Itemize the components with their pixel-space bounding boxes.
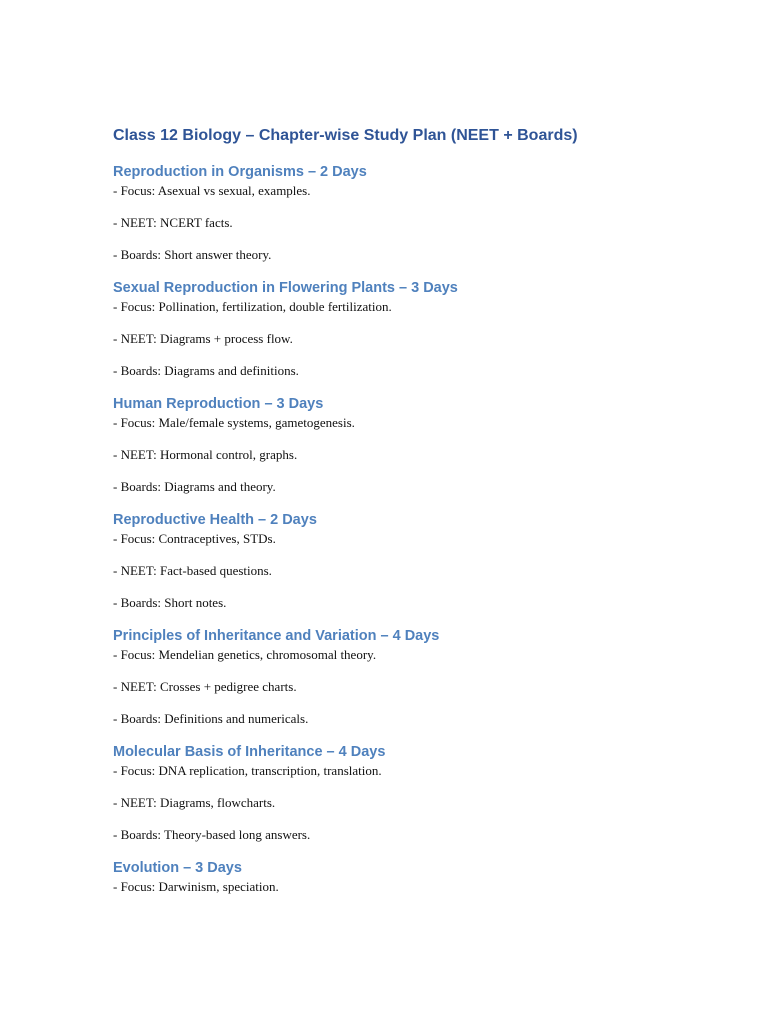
section-heading: Molecular Basis of Inheritance – 4 Days [113,744,386,760]
section-heading: Sexual Reproduction in Flowering Plants – 3 Days [113,280,458,296]
boards-line: - Boards: Short notes. [113,595,227,610]
section-sexual-reproduction-flowering-plants [113,278,713,380]
neet-line: - NEET: Hormonal control, graphs. [113,447,298,462]
boards-line: - Boards: Diagrams and definitions. [113,363,299,378]
section-molecular-basis-of-inheritance [113,742,713,844]
focus-line: - Focus: Darwinism, speciation. [113,879,279,894]
section-principles-of-inheritance [113,626,713,728]
focus-line: - Focus: Asexual vs sexual, examples. [113,183,311,198]
boards-line: - Boards: Theory-based long answers. [113,827,311,842]
section-evolution [113,858,713,896]
section-heading: Reproductive Health – 2 Days [113,512,317,528]
boards-line: - Boards: Diagrams and theory. [113,479,276,494]
boards-line: - Boards: Short answer theory. [113,247,272,262]
neet-line: - NEET: Diagrams, flowcharts. [113,795,276,810]
focus-line: - Focus: Male/female systems, gametogenesis. [113,415,355,430]
spacer [113,147,713,162]
section-reproduction-in-organisms [113,162,713,264]
document-title: Class 12 Biology – Chapter-wise Study Plan (NEET + Boards) [113,127,578,144]
section-heading: Human Reproduction – 3 Days [113,396,324,412]
boards-line: - Boards: Definitions and numericals. [113,711,309,726]
focus-line: - Focus: Contraceptives, STDs. [113,531,276,546]
neet-line: - NEET: Diagrams + process flow. [113,331,293,346]
document-page [113,125,713,896]
focus-line: - Focus: Pollination, fertilization, double fertilization. [113,299,392,314]
neet-line: - NEET: Crosses + pedigree charts. [113,679,297,694]
section-heading: Principles of Inheritance and Variation – 4 Days [113,628,440,644]
neet-line: - NEET: NCERT facts. [113,215,233,230]
section-heading: Evolution – 3 Days [113,860,242,876]
section-heading: Reproduction in Organisms – 2 Days [113,164,367,180]
focus-line: - Focus: Mendelian genetics, chromosomal theory. [113,647,377,662]
neet-line: - NEET: Fact-based questions. [113,563,272,578]
section-reproductive-health [113,510,713,612]
section-human-reproduction [113,394,713,496]
focus-line: - Focus: DNA replication, transcription, translation. [113,763,382,778]
